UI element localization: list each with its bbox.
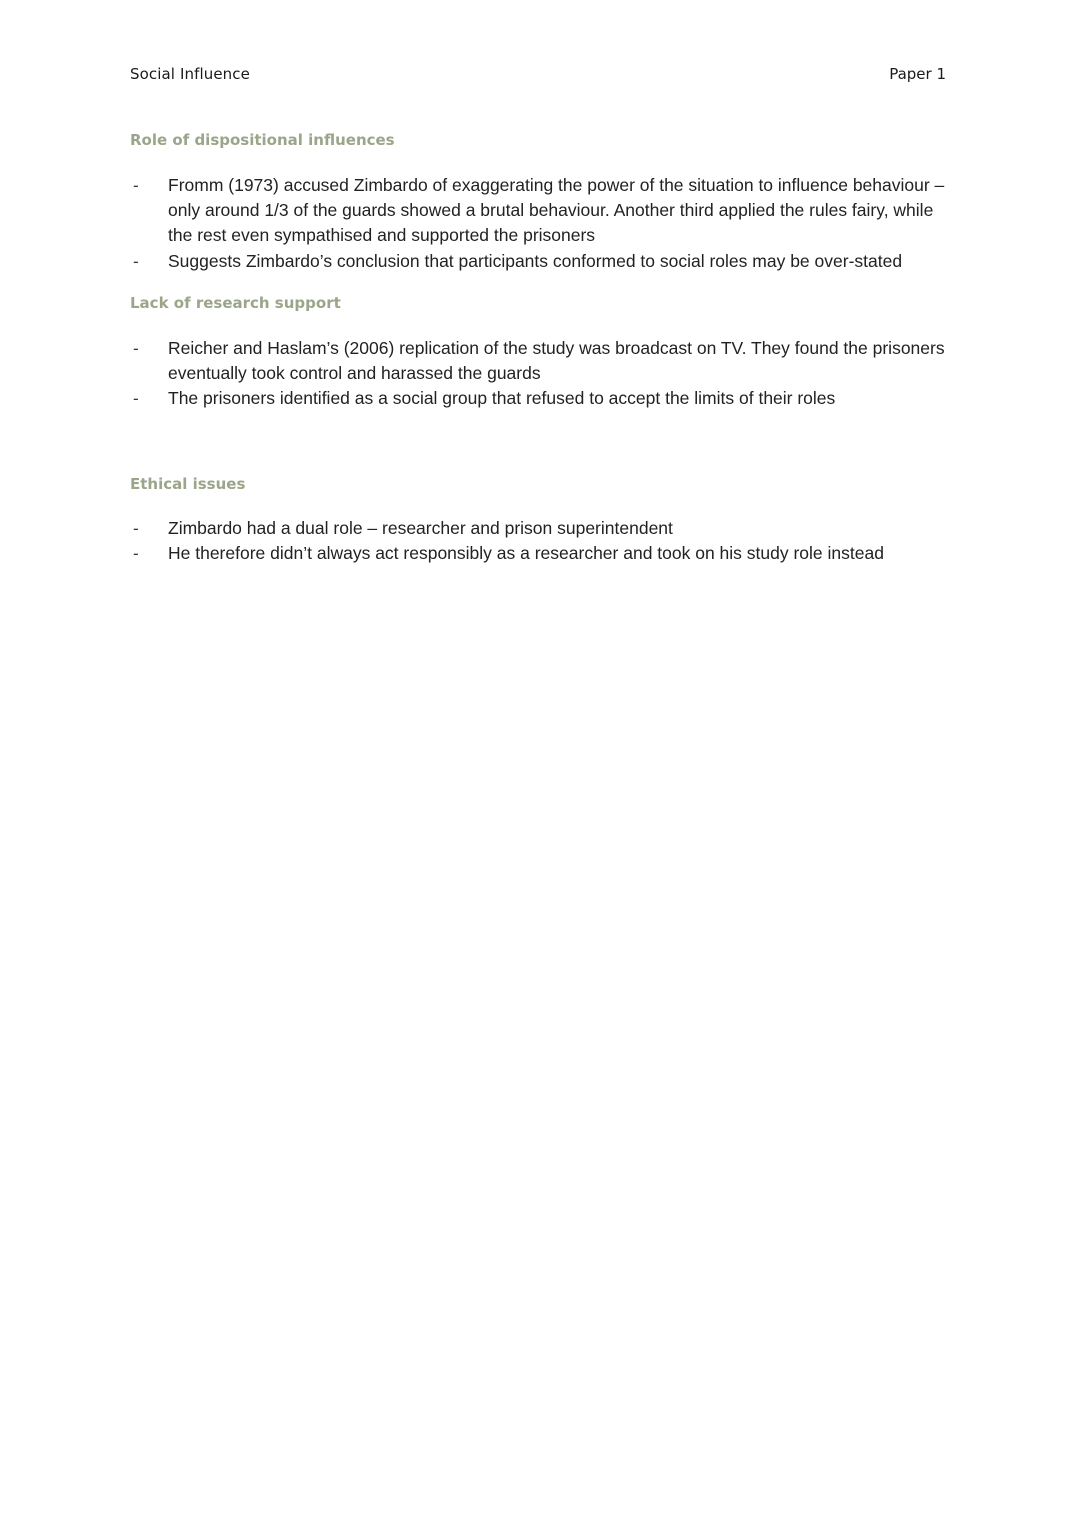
bullet-text: Reicher and Haslam’s (2006) replication of the study was broadcast on TV. They found the prisoners eventually took control and harassed the guards — [168, 338, 945, 384]
section-heading-ethical-issues: Ethical issues — [130, 475, 246, 493]
bullet-list-ethical-issues — [130, 516, 960, 566]
bullet-dash: - — [133, 544, 139, 564]
header-paper-label: Paper 1 — [889, 65, 946, 83]
bullet-item — [130, 541, 960, 566]
bullet-list-dispositional-influences — [130, 173, 960, 274]
bullet-item — [130, 336, 960, 386]
header-title: Social Influence — [130, 65, 250, 83]
bullet-dash: - — [133, 519, 139, 538]
section-heading-lack-of-research-support: Lack of research support — [130, 294, 341, 312]
bullet-text: Suggests Zimbardo’s conclusion that participants conformed to social roles may be over-stated — [168, 250, 903, 271]
bullet-text: He therefore didn’t always act responsibly as a researcher and took on his study role instead — [168, 543, 884, 564]
bullet-item — [130, 386, 960, 411]
bullet-text: Zimbardo had a dual role – researcher and prison superintendent — [168, 518, 673, 538]
bullet-item — [130, 516, 960, 541]
bullet-text: Fromm (1973) accused Zimbardo of exaggerating the power of the situation to influence behaviour – only around 1/3 of the guards showed a brutal behaviour. Another third applied the rules fairy, while the rest even sympathised and supported the prisoners — [168, 175, 945, 246]
bullet-text: The prisoners identified as a social group that refused to accept the limits of their roles — [168, 388, 836, 409]
section-heading-dispositional-influences: Role of dispositional influences — [130, 131, 395, 149]
bullet-dash: - — [133, 251, 139, 271]
bullet-dash: - — [133, 339, 139, 358]
bullet-item — [130, 173, 960, 249]
bullet-list-lack-of-research-support — [130, 336, 960, 412]
bullet-item — [130, 249, 960, 274]
bullet-dash: - — [133, 176, 139, 195]
bullet-dash: - — [133, 389, 139, 409]
